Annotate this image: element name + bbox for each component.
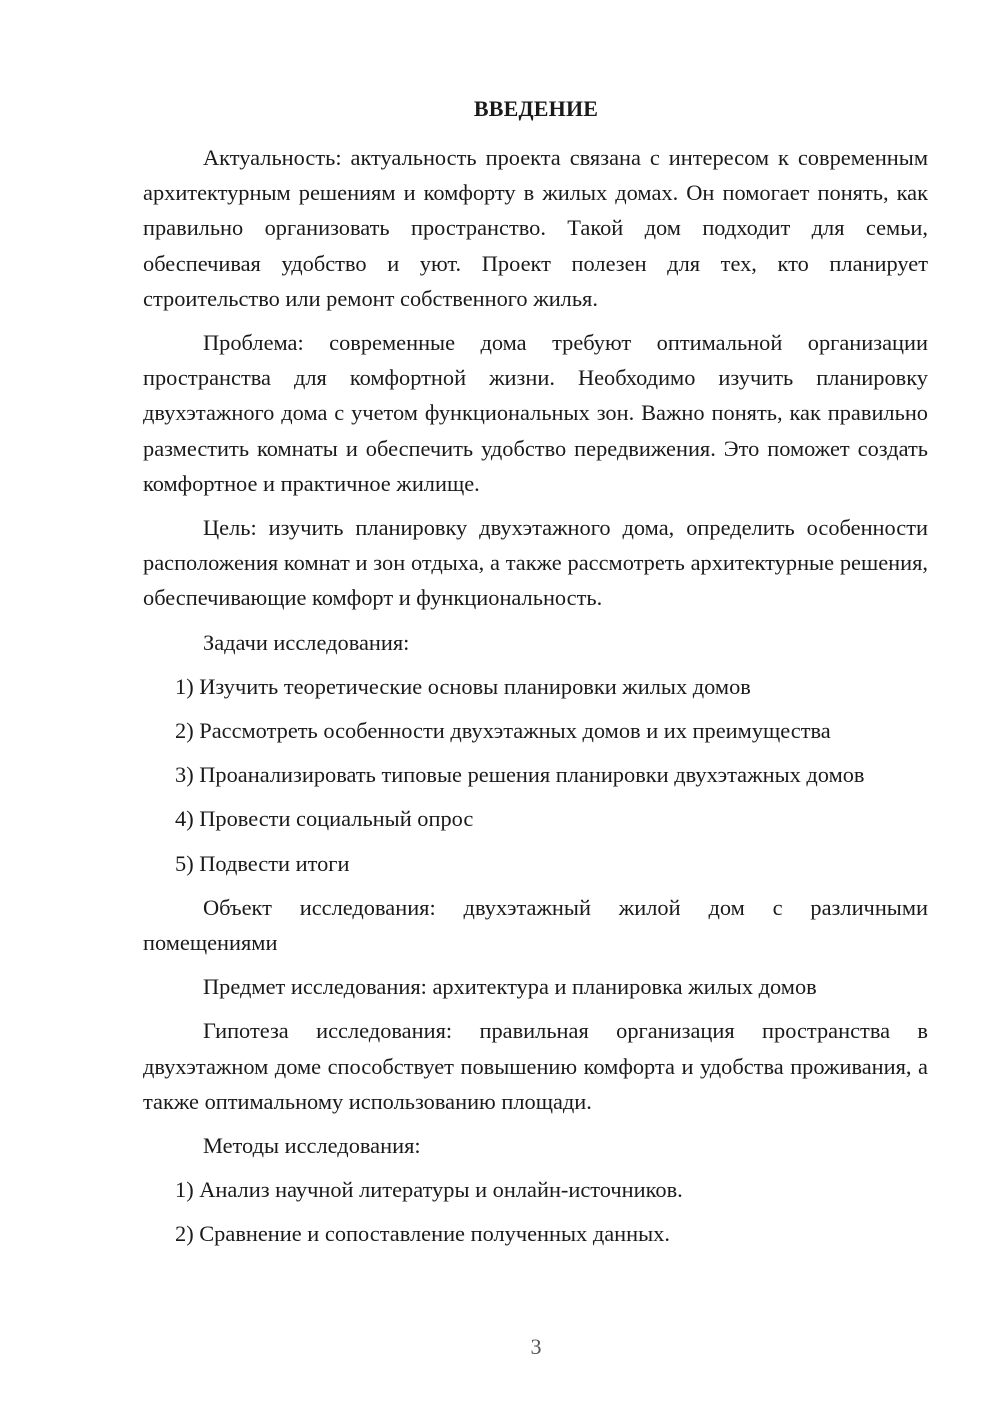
- paragraph-hypothesis: Гипотеза исследования: правильная организация пространства в двухэтажном доме способствует повышению комфорта и удобства проживания, а также оптимальному использованию площади.: [143, 1018, 928, 1114]
- list-item-task-4: 4) Провести социальный опрос: [175, 806, 474, 832]
- paragraph-methods-heading: Методы исследования:: [203, 1133, 421, 1159]
- list-item-task-1: 1) Изучить теоретические основы планировки жилых домов: [175, 673, 751, 699]
- paragraph-subject: Предмет исследования: архитектура и планировка жилых домов: [203, 974, 817, 1000]
- page-number: 3: [530, 1334, 542, 1359]
- paragraph-tasks-heading: Задачи исследования:: [203, 629, 410, 655]
- paragraph-problem: Проблема: современные дома требуют оптимальной организации пространства для комфортной жизни. Необходимо изучить планировку двухэтажного дома с учетом функциональных зон. Важно понять, как правильно разместить комнаты и обеспечить удобство передвижения. Это поможет создать комфортное и практичное жилище.: [143, 330, 928, 496]
- paragraph-relevance: Актуальность: актуальность проекта связана с интересом к современным архитектурным решениям и комфорту в жилых домах. Он помогает понять, как правильно организовать пространство. Такой дом подходит для семьи, обеспечивая удобство и уют. Проект полезен для тех, кто планирует строительство или ремонт собственного жилья.: [143, 145, 928, 311]
- document-body: [143, 140, 928, 1252]
- list-item-task-5: 5) Подвести итоги: [175, 850, 350, 876]
- list-item-task-3: 3) Проанализировать типовые решения планировки двухэтажных домов: [175, 762, 865, 788]
- list-item-task-2: 2) Рассмотреть особенности двухэтажных домов и их преимущества: [175, 718, 831, 744]
- list-item-method-2: 2) Сравнение и сопоставление полученных данных.: [175, 1221, 670, 1247]
- paragraph-object: Объект исследования: двухэтажный жилой дом с различными помещениями: [143, 894, 928, 956]
- section-heading: ВВЕДЕНИЕ: [473, 96, 599, 121]
- paragraph-goal: Цель: изучить планировку двухэтажного дома, определить особенности расположения комнат и зон отдыха, а также рассмотреть архитектурные решения, обеспечивающие комфорт и функциональность.: [143, 515, 928, 611]
- list-item-method-1: 1) Анализ научной литературы и онлайн-источников.: [175, 1177, 683, 1203]
